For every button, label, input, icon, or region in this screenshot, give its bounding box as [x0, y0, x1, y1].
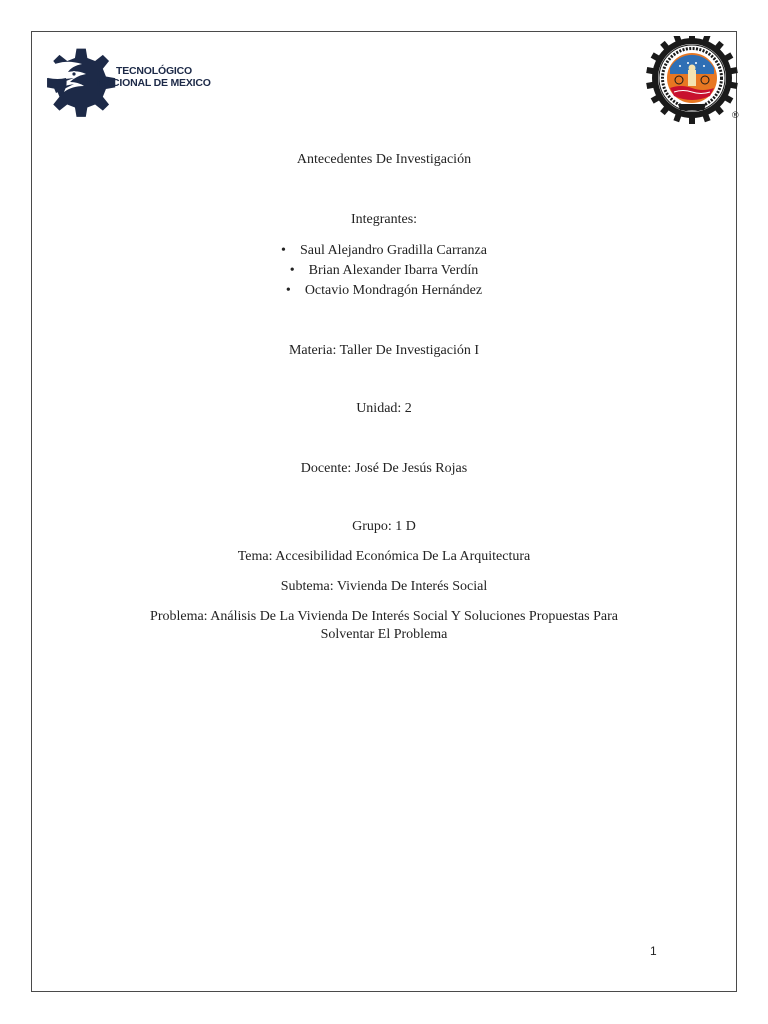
member-name: Saul Alejandro Gradilla Carranza [299, 243, 487, 258]
page-number: 1 [650, 944, 657, 958]
tecnm-logo-line1: TECNOLÓGICO [116, 65, 192, 77]
problem-line: Problema: Análisis De La Vivienda De Interés Social Y Soluciones Propuestas Para Solventar El Problema [150, 609, 618, 642]
subject-line: Materia: Taller De Investigación I [288, 343, 480, 358]
teacher-line: Docente: José De Jesús Rojas [300, 461, 468, 476]
subtopic-line: Subtema: Vivienda De Interés Social [280, 579, 488, 594]
group-line: Grupo: 1 D [352, 519, 416, 534]
member-name: Brian Alexander Ibarra Verdín [308, 263, 479, 278]
cover-content [31, 0, 737, 1024]
topic-line: Tema: Accesibilidad Económica De La Arquitectura [237, 549, 531, 564]
member-item [31, 261, 737, 281]
members-list [31, 241, 737, 301]
bullet-icon: • [285, 283, 291, 298]
member-item [31, 281, 737, 301]
member-name: Octavio Mondragón Hernández [304, 283, 483, 298]
member-item [31, 241, 737, 261]
registered-mark: ® [732, 110, 739, 120]
bullet-icon: • [281, 243, 286, 258]
document-title: Antecedentes De Investigación [296, 152, 472, 167]
tecnm-logo-line2: NACIONAL DE MEXICO [97, 77, 211, 89]
unit-line: Unidad: 2 [356, 401, 412, 416]
bullet-icon: • [289, 263, 295, 278]
members-heading: Integrantes: [350, 212, 418, 227]
